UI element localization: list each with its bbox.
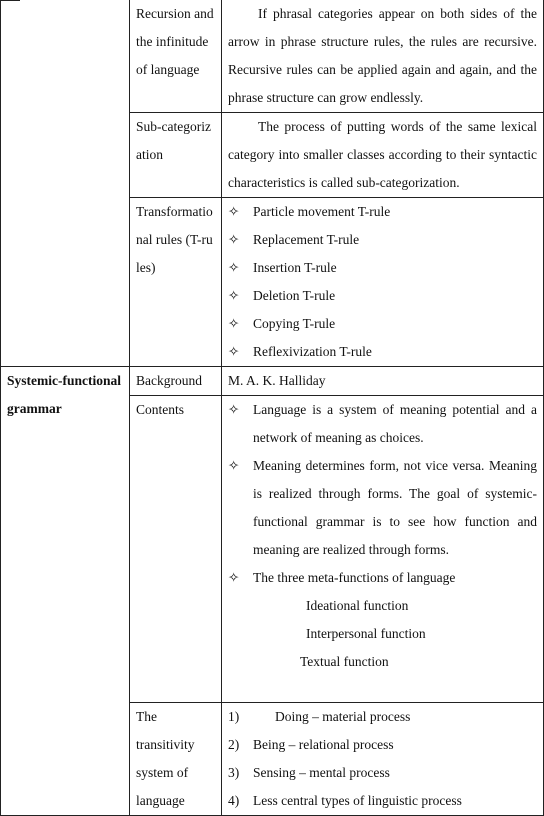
star-bullet-icon: ✧ (228, 260, 240, 275)
empty-section-cell (1, 0, 130, 367)
transitivity-item: 3) Sensing – mental process (228, 765, 390, 780)
metafunction-item: Interpersonal function (306, 626, 426, 641)
transitivity-item: 1) Doing – material process (228, 709, 411, 724)
star-bullet-icon: ✧ (228, 402, 240, 417)
content-item: ✧ The three meta-functions of language (228, 564, 537, 592)
trule-item: ✧ Replacement T-rule (228, 226, 537, 254)
transitivity-item: 4) Less central types of linguistic process (228, 793, 462, 808)
metafunction-item: Textual function (300, 654, 389, 669)
background-value: M. A. K. Halliday (222, 367, 544, 396)
contents-label: Contents (130, 396, 222, 703)
trules-list (222, 198, 544, 367)
transitivity-item: 2) Being – relational process (228, 737, 394, 752)
star-bullet-icon: ✧ (228, 232, 240, 247)
star-bullet-icon: ✧ (228, 344, 240, 359)
recursion-text: If phrasal categories appear on both sides of the arrow in phrase structure rules, the rules are recursive. Recursive rules can be applied again and again, and the phrase structure can grow endlessly. (222, 0, 544, 113)
star-bullet-icon: ✧ (228, 458, 240, 473)
background-label: Background (130, 367, 222, 396)
metafunction-item: Ideational function (306, 598, 409, 613)
subcat-text: The process of putting words of the same lexical category into smaller classes according to their syntactic characteristics is called sub-categorization. (222, 113, 544, 198)
trule-item: ✧ Insertion T-rule (228, 254, 537, 282)
star-bullet-icon: ✧ (228, 288, 240, 303)
content-item: ✧ Language is a system of meaning potential and a network of meaning as choices. (228, 396, 537, 452)
star-bullet-icon: ✧ (228, 316, 240, 331)
star-bullet-icon: ✧ (228, 570, 240, 585)
trule-item: ✧ Particle movement T-rule (228, 198, 537, 226)
star-bullet-icon: ✧ (228, 204, 240, 219)
trule-item: ✧ Copying T-rule (228, 310, 537, 338)
trule-item: ✧ Deletion T-rule (228, 282, 537, 310)
transitivity-list (222, 703, 544, 816)
trule-item: ✧ Reflexivization T-rule (228, 338, 537, 366)
recursion-label: Recursion and the infinitude of language (130, 0, 222, 113)
trules-label: Transformational rules (T-rules) (130, 198, 222, 367)
contents-list (222, 396, 544, 703)
subcat-label: Sub-categorization (130, 113, 222, 198)
content-item: ✧ Meaning determines form, not vice versa. Meaning is realized through forms. The goal of systemic-functional grammar is to see how function and meaning are realized through forms. (228, 452, 537, 564)
row-sfg-background (1, 367, 544, 396)
transitivity-label: The transitivity system of language (130, 703, 222, 816)
section-sfg-title: Systemic-functional grammar (1, 367, 130, 816)
row-recursion (1, 0, 544, 113)
